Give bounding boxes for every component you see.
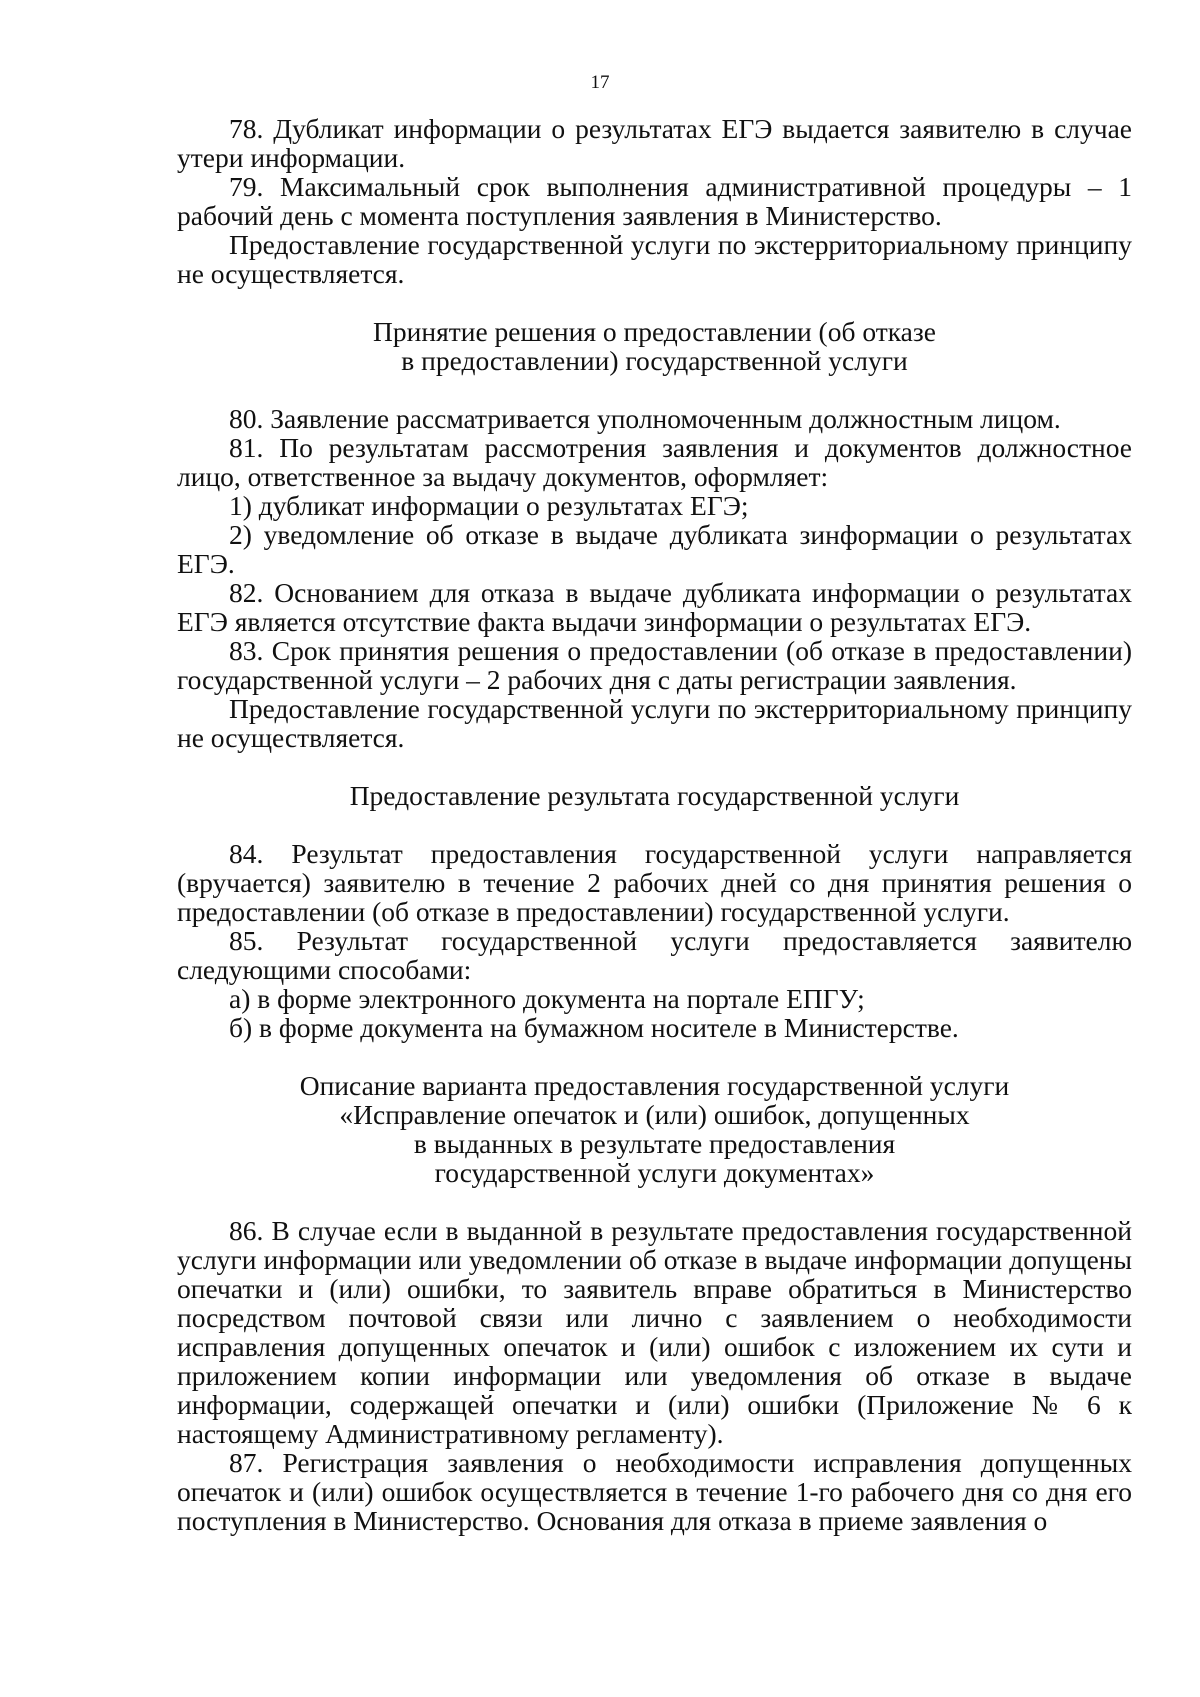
paragraph: 86. В случае если в выданной в результате предоставления государственной услуги информации или уведомлении об отказе в выдаче информации допущены опечатки и (или) ошибки, то заявитель вправе обратиться в Министерство посредством почтовой связи или лично с заявлением о необходимости исправления допущенных опечаток и (или) ошибок с изложением их сути и приложением копии информации или уведомления об отказе в выдаче информации, содержащей опечатки и (или) ошибки (Приложение № 6 к настоящему Административному регламенту).: [177, 1215, 1132, 1449]
section-heading-line: государственной услуги документах»: [434, 1157, 875, 1188]
section-heading: [177, 317, 1132, 375]
section-heading-line: Предоставление результата государственной услуги: [349, 780, 960, 811]
section-heading: [177, 781, 1132, 810]
paragraph: 81. По результатам рассмотрения заявления и документов должностное лицо, ответственное за выдачу документов, оформляет:: [177, 432, 1132, 492]
paragraph: Предоставление государственной услуги по экстерриториальному принципу не осуществляется.: [177, 229, 1132, 289]
paragraph: 80. Заявление рассматривается уполномоченным должностным лицом.: [229, 403, 1061, 434]
section-heading-line: в выданных в результате предоставления: [413, 1128, 896, 1159]
page-number: 17: [590, 72, 610, 93]
paragraph: б) в форме документа на бумажном носителе в Министерстве.: [229, 1012, 959, 1043]
paragraph: а) в форме электронного документа на портале ЕПГУ;: [229, 983, 865, 1014]
paragraph: Предоставление государственной услуги по экстерриториальному принципу не осуществляется.: [177, 693, 1132, 753]
paragraph: 2) уведомление об отказе в выдаче дубликата зинформации о результатах ЕГЭ.: [177, 519, 1132, 579]
paragraph: 82. Основанием для отказа в выдаче дубликата информации о результатах ЕГЭ является отсутствие факта выдачи зинформации о результатах ЕГЭ.: [177, 577, 1132, 637]
paragraph: 87. Регистрация заявления о необходимости исправления допущенных опечаток и (или) ошибок осуществляется в течение 1-го рабочего дня со дня его поступления в Министерство. Основания для отказа в приеме заявления о: [177, 1447, 1132, 1536]
section-heading-line: Принятие решения о предоставлении (об отказе: [373, 316, 936, 347]
paragraph: 85. Результат государственной услуги предоставляется заявителю следующими способами:: [177, 925, 1132, 985]
section-heading: [177, 1071, 1132, 1187]
section-heading-line: «Исправление опечаток и (или) ошибок, допущенных: [339, 1099, 970, 1130]
paragraph: 83. Срок принятия решения о предоставлении (об отказе в предоставлении) государственной услуги – 2 рабочих дня с даты регистрации заявления.: [177, 635, 1132, 695]
paragraph: 84. Результат предоставления государственной услуги направляется (вручается) заявителю в течение 2 рабочих дней со дня принятия решения о предоставлении (об отказе в предоставлении) государственной услуги.: [177, 838, 1132, 927]
paragraph: 79. Максимальный срок выполнения административной процедуры – 1 рабочий день с момента поступления заявления в Министерство.: [177, 171, 1132, 231]
document-body: [177, 114, 1132, 1535]
paragraph: 78. Дубликат информации о результатах ЕГЭ выдается заявителю в случае утери информации.: [177, 113, 1132, 173]
section-heading-line: в предоставлении) государственной услуги: [401, 345, 908, 376]
paragraph: 1) дубликат информации о результатах ЕГЭ;: [229, 490, 749, 521]
section-heading-line: Описание варианта предоставления государственной услуги: [299, 1070, 1010, 1101]
